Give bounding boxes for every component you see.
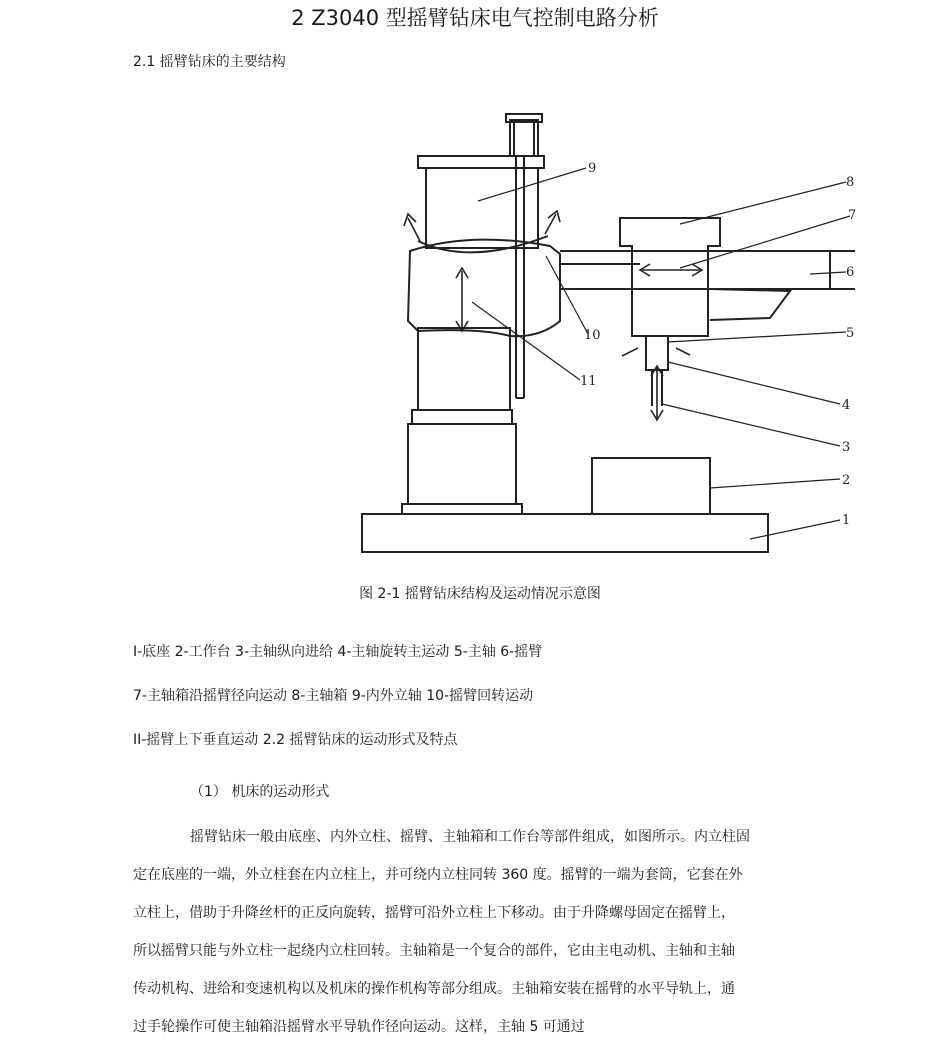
label-1: 1	[842, 513, 851, 528]
label-10: 10	[584, 328, 601, 343]
label-11: 11	[580, 374, 597, 389]
subsection-heading: （1） 机床的运动形式	[190, 784, 330, 800]
middle-column-shape	[418, 328, 510, 410]
figure-caption: 图 2-1 摇臂钻床结构及运动情况示意图	[359, 586, 601, 602]
page-title: 2 Z3040 型摇臂钻床电气控制电路分析	[291, 6, 659, 30]
label-4: 4	[842, 398, 851, 413]
paragraph-line-2: 定在底座的一端，外立柱套在内立柱上，并可绕内立柱同转 360 度。摇臂的一端为套筒，它套在外	[133, 867, 743, 883]
legend-line-1: I-底座 2-工作台 3-主轴纵向进给 4-主轴旋转主运动 5-主轴 6-摇臂	[133, 644, 543, 660]
paragraph-line-6: 过手轮操作可使主轴箱沿摇臂水平导轨作径向运动。这样，主轴 5 可通过	[133, 1019, 585, 1035]
label-2: 2	[842, 473, 851, 488]
paragraph-line-1: 摇臂钻床一般由底座、内外立柱、摇臂、主轴箱和工作台等部件组成，如图所示。内立柱固	[190, 829, 750, 845]
drill-structure-figure	[350, 106, 866, 556]
paragraph-line-5: 传动机构、进给和变速机构以及机床的操作机构等部分组成。主轴箱安装在摇臂的水平导轨上，通	[133, 981, 735, 997]
work-table-shape	[592, 458, 710, 514]
section-heading: 2.1 摇臂钻床的主要结构	[133, 54, 286, 70]
label-8: 8	[846, 175, 855, 190]
drill-diagram	[350, 106, 866, 556]
column-collar-shape	[412, 410, 512, 424]
label-6: 6	[846, 265, 855, 280]
upper-column-shape	[426, 168, 538, 248]
legend-line-3: II-摇臂上下垂直运动 2.2 摇臂钻床的运动形式及特点	[133, 732, 458, 748]
base-shape	[362, 514, 768, 552]
lower-column-shape	[408, 424, 516, 504]
paragraph-line-3: 立柱上，借助于升降丝杆的正反向旋转，摇臂可沿外立柱上下移动。由于升降螺母固定在摇臂上，	[133, 905, 735, 921]
label-3: 3	[842, 440, 851, 455]
legend-line-2: 7-主轴箱沿摇臂径向运动 8-主轴箱 9-内外立轴 10-摇臂回转运动	[133, 688, 534, 704]
paragraph-line-4: 所以摇臂只能与外立柱一起绕内立柱回转。主轴箱是一个复合的部件，它由主电动机、主轴和主轴	[133, 943, 735, 959]
label-7: 7	[848, 208, 857, 223]
body-paragraph	[133, 818, 833, 1046]
column-foot-shape	[402, 504, 522, 514]
spindle-box-shape	[620, 218, 720, 336]
label-9: 9	[588, 161, 597, 176]
column-cap-shape	[418, 156, 544, 168]
label-5: 5	[846, 326, 855, 341]
arm-hub-shape	[408, 240, 560, 337]
